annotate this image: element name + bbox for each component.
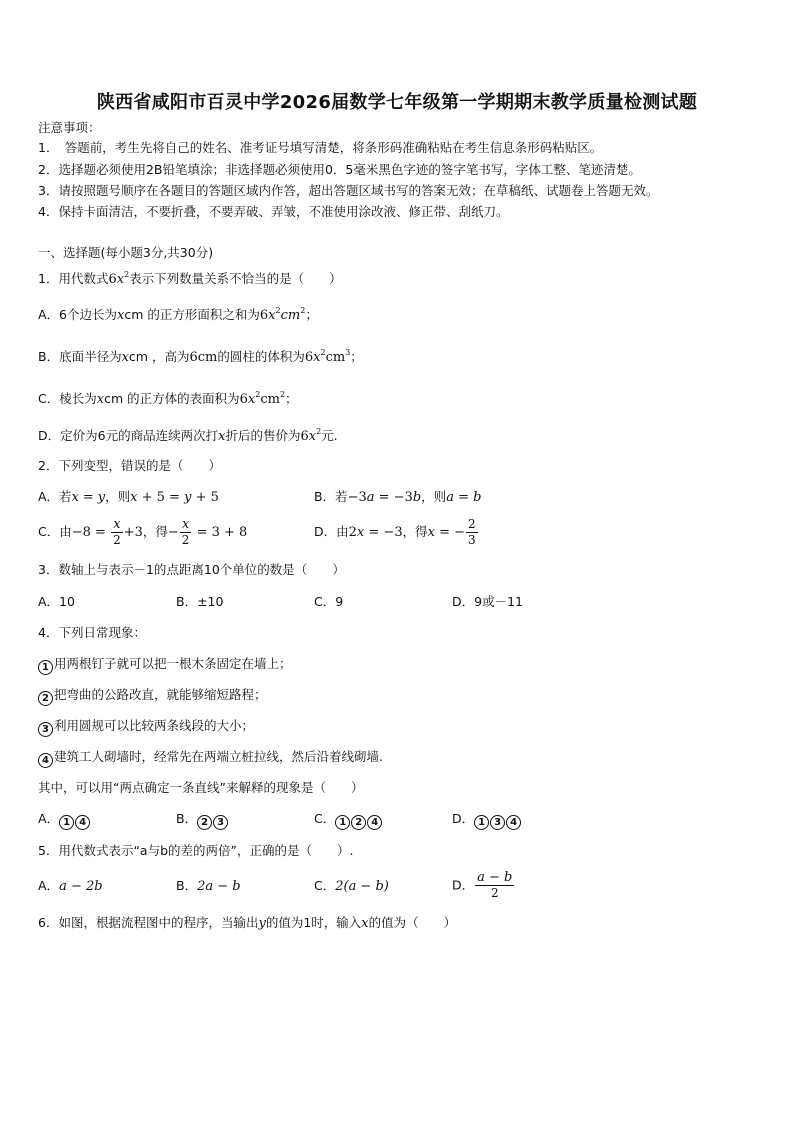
question-2-option-c: C．由−8 = $\frac{x}{2}$ +3，得− $\frac{x}{2}$ = 3 + 8: [38, 517, 248, 547]
question-2-option-a: A．若x = y，则x + 5 = y + 5: [38, 489, 219, 505]
question-3-option-c: C．9: [314, 594, 344, 609]
notice-item-3: 3．请按照题号顺序在各题目的答题区域内作答，超出答题区域书写的答案无效；在草稿纸、试题卷上答题无效。: [38, 183, 659, 198]
question-4-item-3: 3 利用圆规可以比较两条线段的大小；: [38, 718, 254, 737]
question-4-option-b: B． 2 3: [176, 811, 229, 830]
question-4-prompt: 其中，可以用“两点确定一条直线”来解释的现象是（ ）: [38, 780, 364, 795]
circled-two-marker: 2: [38, 691, 53, 706]
question-1-option-c: C．棱长为xcm 的正方体的表面积为$6x^2cm^2$；: [38, 390, 298, 407]
circled-one-marker: 1: [38, 660, 53, 675]
question-6-stem: 6．如图，根据流程图中的程序，当输出y的值为1时，输入x的值为（ ）: [38, 915, 457, 931]
question-2-option-d: D．由2x = −3，得x = − $\frac{2}{3}$: [314, 517, 476, 547]
question-1-option-d: D．定价为6元的商品连续两次打x折后的售价为$6x^2$元.: [38, 427, 338, 444]
question-4-stem: 4．下列日常现象：: [38, 625, 146, 640]
question-5-option-c: C．2(a − b): [314, 878, 389, 894]
question-2-option-b: B．若−3a = −3b，则a = b: [314, 489, 482, 505]
circled-four-marker: 4: [38, 753, 53, 768]
question-5-option-b: B．2a − b: [176, 878, 241, 894]
question-4-item-2: 2 把弯曲的公路改直，就能够缩短路程；: [38, 687, 267, 706]
notice-item-4: 4．保持卡面清洁，不要折叠，不要弄破、弄皱，不准使用涂改液、修正带、刮纸刀。: [38, 204, 509, 219]
math-6x2: $6x^2$: [108, 270, 130, 287]
question-3-option-a: A．10: [38, 594, 75, 609]
question-3-option-b: B．±10: [176, 594, 224, 609]
question-4-option-a: A． 1 4: [38, 811, 91, 830]
notice-item-1: 1． 答题前，考生先将自己的姓名、准考证号填写清楚，将条形码准确粘贴在考生信息条形码粘贴区。: [38, 140, 603, 155]
section-heading: 一、选择题(每小题3分,共30分): [38, 245, 214, 260]
question-4-option-c: C． 1 2 4: [314, 811, 383, 830]
question-5-stem: 5．用代数式表示“a与b的差的两倍”，正确的是（ ）.: [38, 843, 354, 858]
circled-three-marker: 3: [38, 722, 53, 737]
question-5-option-a: A．a − 2b: [38, 878, 103, 894]
question-4-item-1: 1 用两根钉子就可以把一根木条固定在墙上；: [38, 656, 292, 675]
question-1-option-b: B．底面半径为xcm ，高为6cm的圆柱的体积为$6x^2cm^3$；: [38, 348, 363, 365]
question-5-option-d: D． $\frac{a - b}{2}$: [452, 870, 513, 900]
question-2-stem: 2．下列变型，错误的是（ ）: [38, 458, 221, 473]
question-1-option-a: A．6个边长为xcm 的正方形面积之和为$6x^2cm^2$；: [38, 306, 318, 323]
notice-item-2: 2．选择题必须使用2B铅笔填涂；非选择题必须使用0．5毫米黑色字迹的签字笔书写，字体工整、笔迹清楚。: [38, 162, 641, 177]
question-3-option-d: D．9或－11: [452, 594, 523, 609]
question-1-stem: 1．用代数式$6x^2$表示下列数量关系不恰当的是（ ）: [38, 270, 342, 287]
notice-heading: 注意事项：: [38, 120, 101, 135]
page-title: 陕西省咸阳市百灵中学2026届数学七年级第一学期期末教学质量检测试题: [96, 92, 698, 113]
question-4-item-4: 4 建筑工人砌墙时，经常先在两端立桩拉线，然后沿着线砌墙.: [38, 749, 383, 768]
question-4-option-d: D． 1 3 4: [452, 811, 522, 830]
question-3-stem: 3．数轴上与表示－1的点距离10个单位的数是（ ）: [38, 562, 345, 577]
